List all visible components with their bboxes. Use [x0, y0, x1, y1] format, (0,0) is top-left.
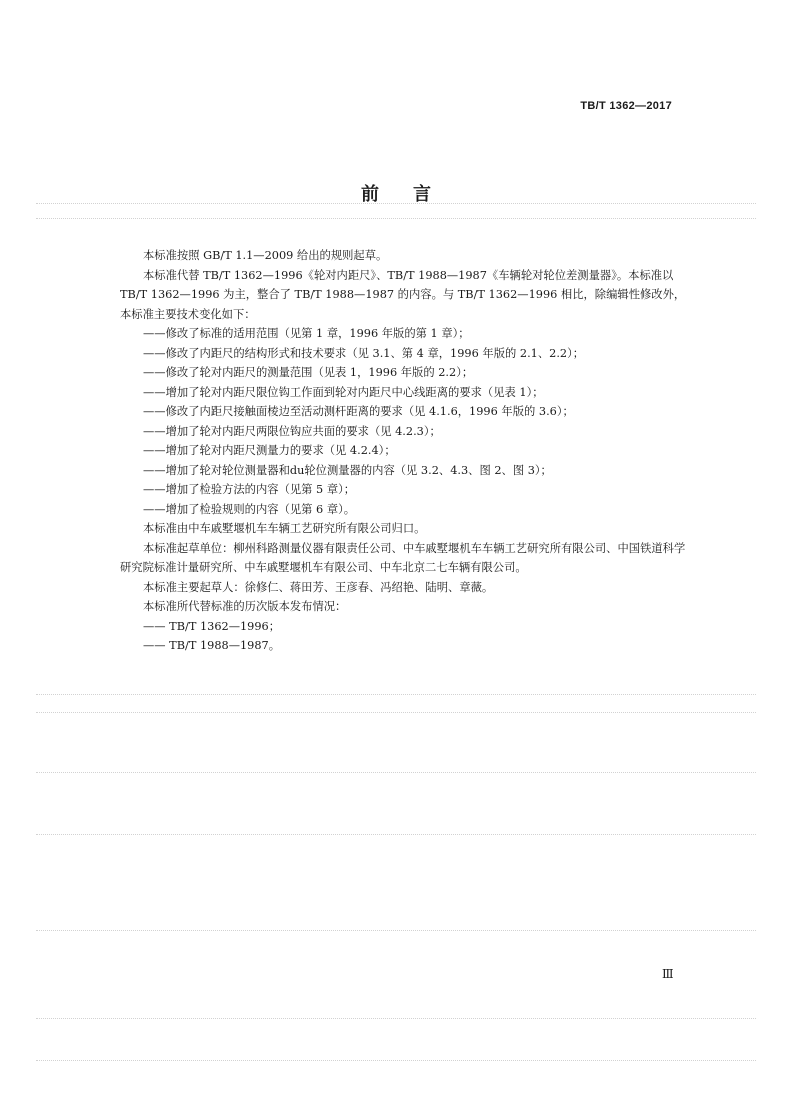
paragraph-drafting-rules: 本标准按照 GB/T 1.1—2009 给出的规则起草。: [143, 249, 388, 262]
scan-artifact-line: [36, 1060, 756, 1061]
history-item: —— TB/T 1988—1987。: [143, 639, 281, 652]
change-item: ——增加了轮对轮位测量器和du轮位测量器的内容（见 3.2、4.3、图 2、图 3）；: [143, 463, 552, 477]
paragraph-replacement: 本标准代替 TB/T 1362—1996《轮对内距尺》、TB/T 1988—1987《车辆轮对轮位差测量器》。本标准以 TB/T 1362—1996 为主，整合了 TB/T 1988—1987 的内容。与 TB/T 1362—1996 相比，除编辑性修改外，本标准主要技术变化如下：: [120, 268, 686, 321]
scan-artifact-line: [36, 772, 756, 773]
paragraph-responsible-unit: 本标准由中车戚墅堰机车车辆工艺研究所有限公司归口。: [143, 522, 426, 535]
foreword-body: [120, 246, 686, 656]
scan-artifact-line: [36, 694, 756, 695]
page-number: Ⅲ: [662, 967, 675, 981]
paragraph-drafting-units: 本标准起草单位：柳州科路测量仪器有限责任公司、中车戚墅堰机车车辆工艺研究所有限公司、中国铁道科学研究院标准计量研究所、中车戚墅堰机车有限公司、中车北京二七车辆有限公司。: [120, 541, 686, 574]
page-title: 前言: [361, 184, 465, 205]
change-item: ——增加了检验方法的内容（见第 5 章）；: [143, 483, 356, 496]
standard-code: TB/T 1362—2017: [580, 100, 672, 112]
change-item: ——修改了内距尺接触面棱边至活动测杆距离的要求（见 4.1.6，1996 年版的 3.6）；: [143, 405, 574, 418]
change-item: ——增加了轮对内距尺两限位钩应共面的要求（见 4.2.3）；: [143, 424, 441, 438]
paragraph-drafters: 本标准主要起草人：徐修仁、蒋田芳、王彦春、冯绍艳、陆明、章薇。: [143, 580, 494, 594]
scan-artifact-line: [36, 834, 756, 835]
change-item: ——修改了内距尺的结构形式和技术要求（见 3.1、第 4 章，1996 年版的 2.1、2.2）；: [143, 346, 585, 360]
scan-artifact-line: [36, 1018, 756, 1019]
change-item: ——修改了标准的适用范围（见第 1 章，1996 年版的第 1 章）；: [143, 327, 470, 340]
change-item: ——增加了轮对内距尺限位钩工作面到轮对内距尺中心线距离的要求（见表 1）；: [143, 385, 544, 399]
change-item: ——增加了检验规则的内容（见第 6 章）。: [143, 502, 356, 516]
scan-artifact-line: [36, 712, 756, 713]
scan-artifact-line: [36, 930, 756, 931]
scan-artifact-line: [36, 203, 756, 204]
change-item: ——增加了轮对内距尺测量力的要求（见 4.2.4）；: [143, 444, 396, 457]
paragraph-history-intro: 本标准所代替标准的历次版本发布情况：: [143, 600, 347, 613]
history-item: —— TB/T 1362—1996；: [143, 619, 281, 633]
change-item: ——修改了轮对内距尺的测量范围（见表 1，1996 年版的 2.2）；: [143, 366, 474, 379]
scan-artifact-line: [36, 218, 756, 219]
